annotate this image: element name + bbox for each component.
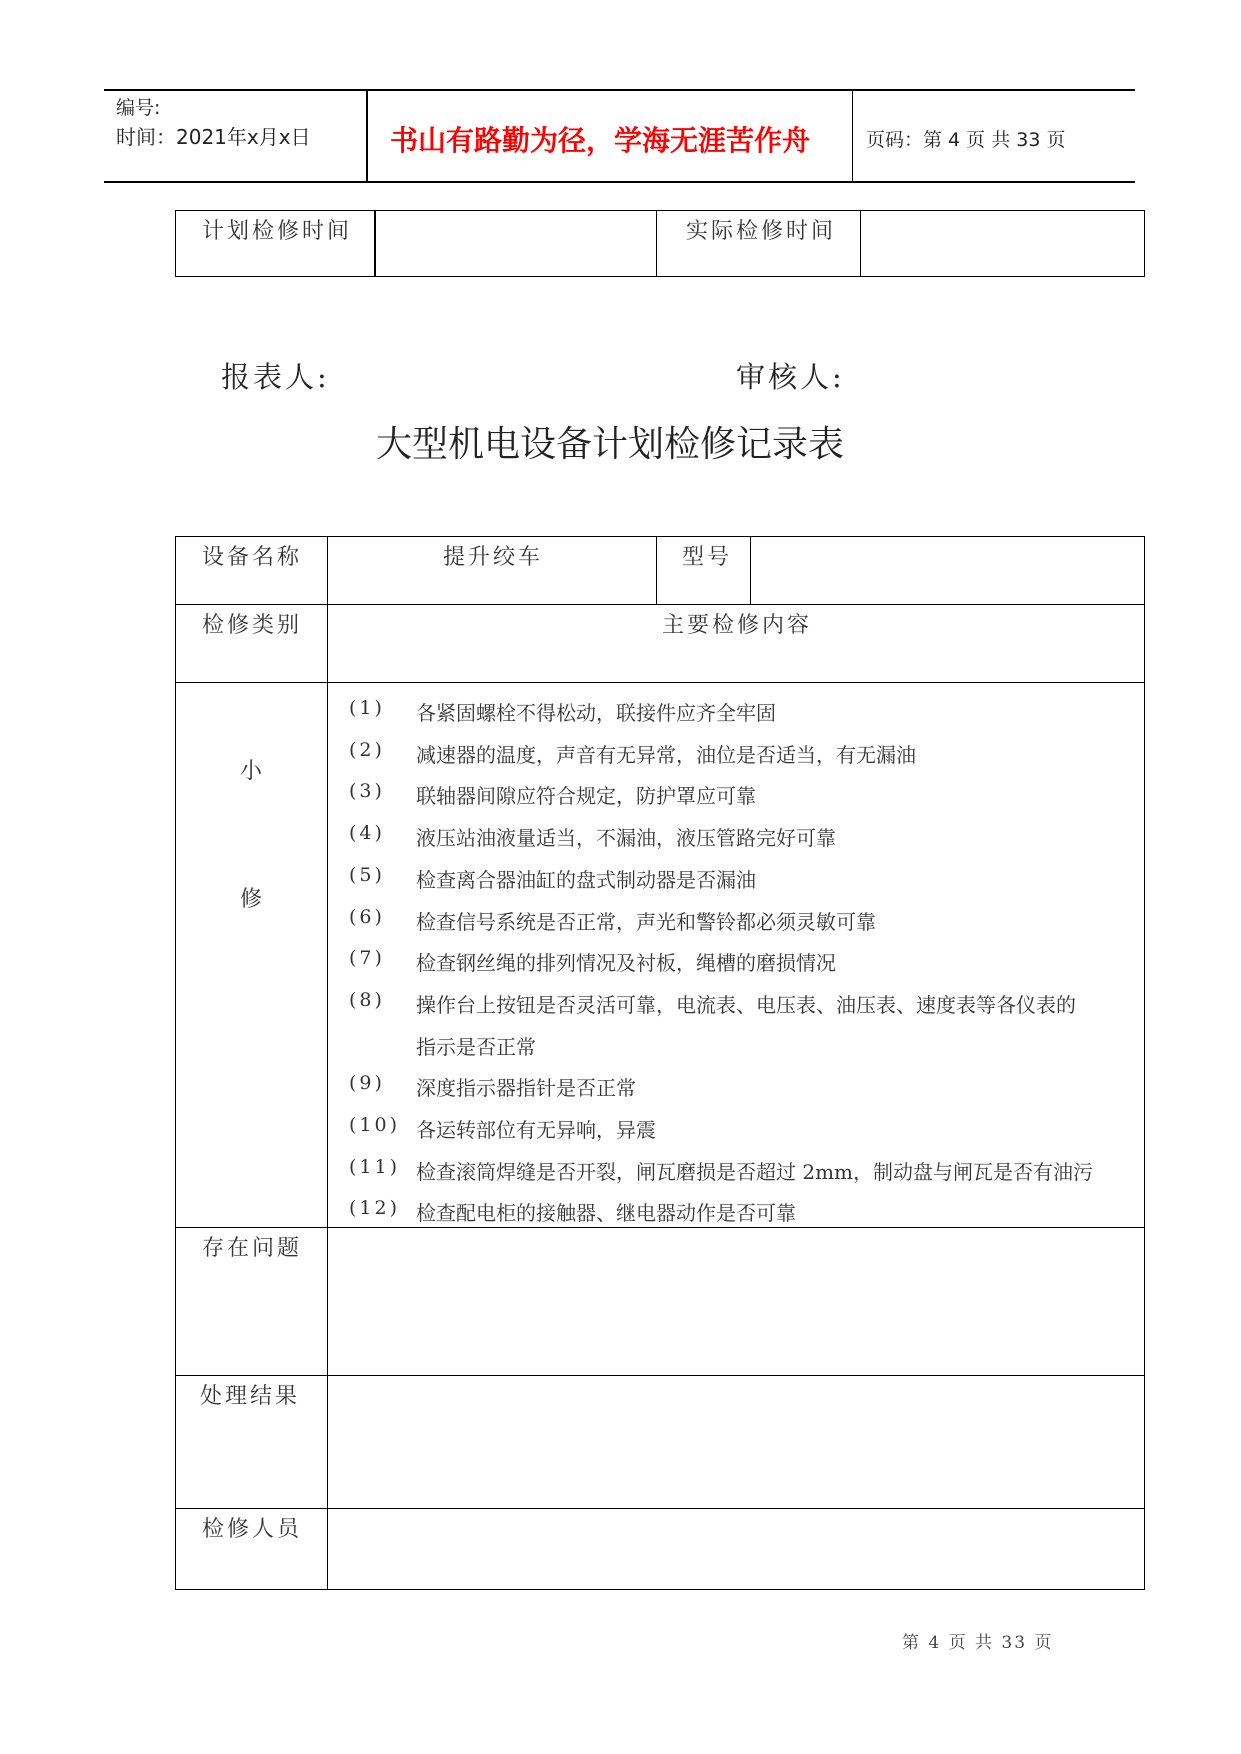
item-number: (6) <box>349 905 385 928</box>
category-char: 修 <box>240 887 266 912</box>
staff-label: 检修人员 <box>202 1517 303 1542</box>
item-number: (4) <box>349 822 385 845</box>
item-text: 检查滚筒焊缝是否开裂，闸瓦磨损是否超过 2mm，制动盘与闸瓦是否有油污 <box>416 1159 1094 1184</box>
item-number: (8) <box>349 988 385 1011</box>
item-number: (11) <box>349 1155 401 1178</box>
item-text: 检查钢丝绳的排列情况及衬板，绳槽的磨损情况 <box>416 951 836 976</box>
reporter-label: 报表人: <box>221 360 330 394</box>
item-number: (9) <box>349 1072 385 1095</box>
model-label: 型号 <box>682 545 733 570</box>
item-text: 各紧固螺栓不得松动，联接件应齐全牢固 <box>416 701 776 725</box>
item-text: 检查配电柜的接触器、继电器动作是否可靠 <box>416 1201 796 1226</box>
page-info: 页码：第 4 页 共 33 页 <box>866 129 1066 151</box>
result-label: 处理结果 <box>200 1384 301 1409</box>
page-title: 大型机电设备计划检修记录表 <box>376 424 845 465</box>
category-char: 小 <box>240 759 266 784</box>
planned-time-label: 计划检修时间 <box>202 219 353 244</box>
reviewer-label: 审核人: <box>736 360 845 394</box>
item-text: 操作台上按钮是否灵活可靠，电流表、电压表、油压表、速度表等各仪表的 <box>416 992 1076 1017</box>
item-number: (12) <box>349 1197 401 1220</box>
doc-code-label: 编号: <box>116 97 161 119</box>
item-number: (10) <box>349 1114 401 1136</box>
item-text: 各运转部位有无异响，异震 <box>416 1118 656 1142</box>
item-text: 检查信号系统是否正常，声光和警铃都必须灵敏可靠 <box>416 909 876 934</box>
item-number: (2) <box>349 738 385 761</box>
item-text: 指示是否正常 <box>416 1034 536 1059</box>
item-number: (7) <box>349 947 385 970</box>
motto: 书山有路勤为径，学海无涯苦作舟 <box>390 124 811 157</box>
item-text: 深度指示器指针是否正常 <box>416 1076 636 1101</box>
item-text: 联轴器间隙应符合规定，防护罩应可靠 <box>416 784 756 809</box>
item-text: 减速器的温度，声音有无异常，油位是否适当，有无漏油 <box>416 742 916 767</box>
device-name-label: 设备名称 <box>202 545 303 570</box>
content-label: 主要检修内容 <box>662 613 813 638</box>
page-footer: 第 4 页 共 33 页 <box>902 1633 1054 1653</box>
doc-date: 时间：2021年x月x日 <box>116 125 311 149</box>
item-number: (1) <box>349 697 385 719</box>
device-name-value: 提升绞车 <box>443 545 544 570</box>
actual-time-label: 实际检修时间 <box>686 219 837 244</box>
problems-label: 存在问题 <box>202 1236 303 1261</box>
item-number: (5) <box>349 863 385 886</box>
item-text: 液压站油液量适当，不漏油，液压管路完好可靠 <box>416 826 836 851</box>
category-label: 检修类别 <box>202 613 303 638</box>
item-number: (3) <box>349 780 385 803</box>
item-text: 检查离合器油缸的盘式制动器是否漏油 <box>416 867 756 892</box>
